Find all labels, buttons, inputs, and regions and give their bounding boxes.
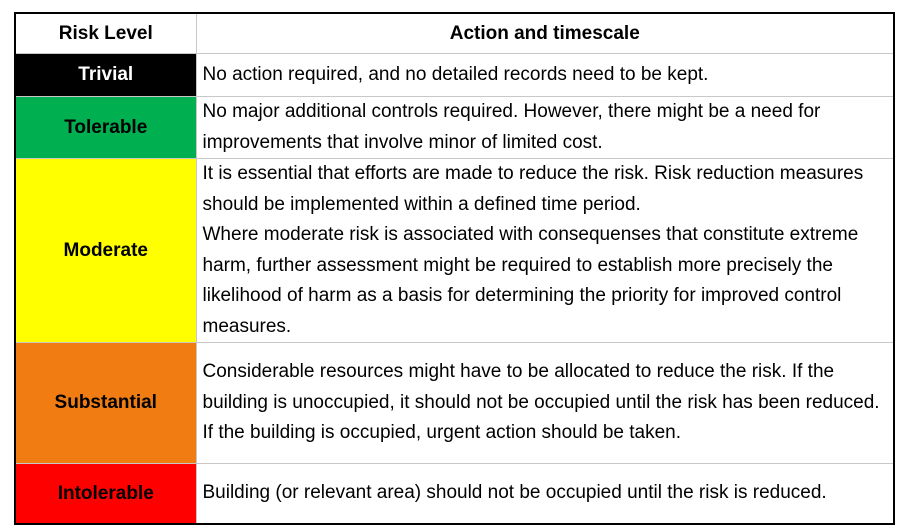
- action-text: Building (or relevant area) should not be occupied until the risk is reduced.: [202, 482, 827, 504]
- action-cell: [196, 343, 894, 464]
- header-risk-level: Risk Level: [15, 13, 196, 54]
- action-cell: [196, 97, 894, 159]
- table-row: [15, 97, 894, 159]
- action-text: Where moderate risk is associated with consequenses that constitute extreme harm, further assessment might be required to establish more precisely the likelihood of harm as a basis for determining the priority for improved control measures.: [202, 224, 859, 337]
- table-row: [15, 54, 894, 97]
- table-row: [15, 343, 894, 464]
- risk-level-substantial: Substantial: [15, 343, 196, 464]
- action-cell: [196, 159, 894, 343]
- risk-level-intolerable: Intolerable: [15, 464, 196, 525]
- risk-level-moderate: Moderate: [15, 159, 196, 343]
- risk-level-tolerable: Tolerable: [15, 97, 196, 159]
- risk-table: [14, 12, 895, 525]
- action-text: It is essential that efforts are made to reduce the risk. Risk reduction measures should be implemented within a defined time period.: [202, 163, 864, 215]
- action-cell: [196, 464, 894, 525]
- header-row: [15, 13, 894, 54]
- action-text: No action required, and no detailed records need to be kept.: [202, 63, 709, 85]
- risk-level-trivial: Trivial: [15, 54, 196, 97]
- header-action-timescale: Action and timescale: [196, 13, 894, 54]
- table-row: [15, 464, 894, 525]
- action-text: No major additional controls required. However, there might be a need for improvements that involve minor of limited cost.: [202, 101, 821, 153]
- action-cell: [196, 54, 894, 97]
- table-row: [15, 159, 894, 343]
- action-text: Considerable resources might have to be allocated to reduce the risk. If the building is unoccupied, it should not be occupied until the risk has been reduced. If the building is occupied, urgent action should be taken.: [202, 361, 880, 444]
